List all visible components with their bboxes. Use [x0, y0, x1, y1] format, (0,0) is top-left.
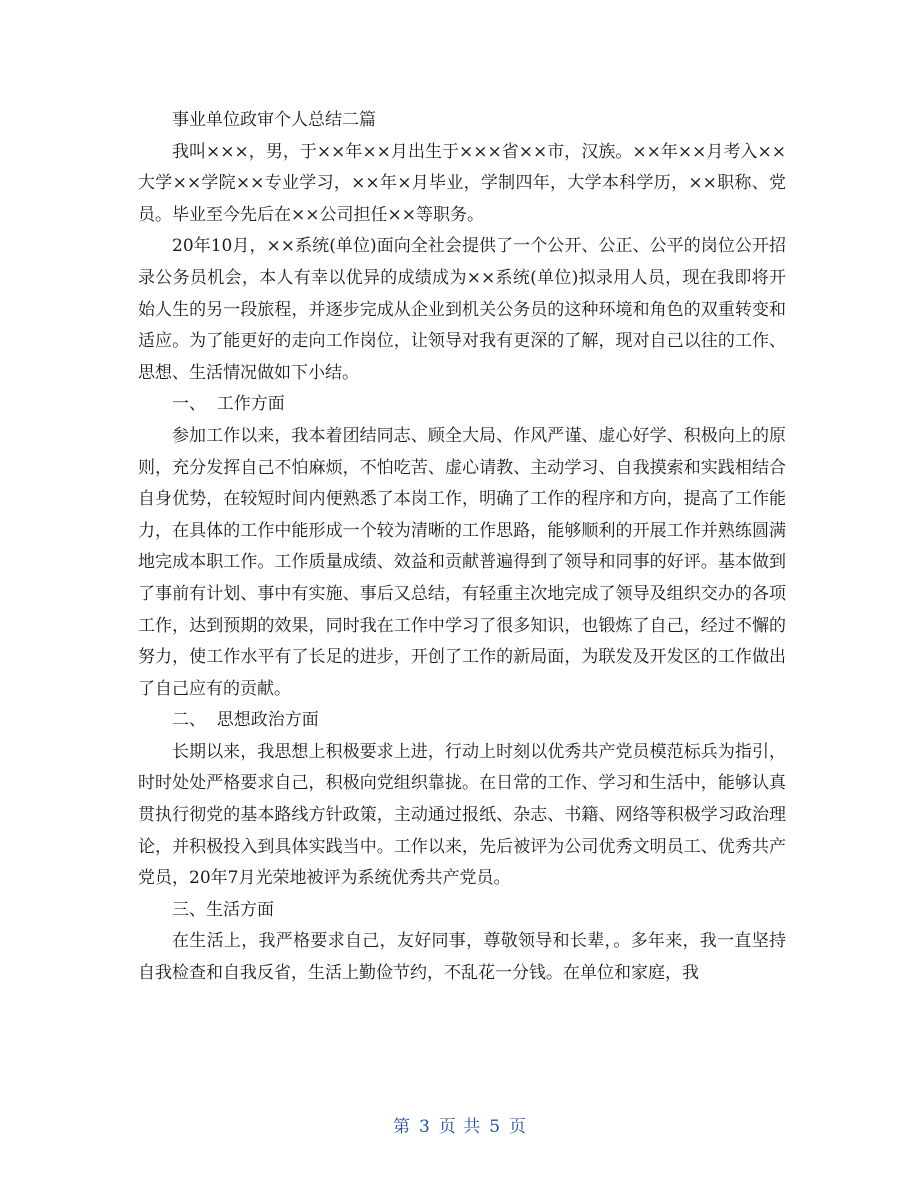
footer-total-pages: 5: [489, 1117, 502, 1137]
footer-middle: 页 共: [438, 1117, 482, 1137]
section-heading-work: 一、 工作方面: [172, 394, 285, 415]
footer-current-page: 3: [418, 1117, 431, 1137]
footer-suffix: 页: [509, 1117, 528, 1137]
section-body-work: 参加工作以来，我本着团结同志、顾全大局、作风严谨、虚心好学、积极向上的原则，充分发挥自己不怕麻烦，不怕吃苦、虚心请教、主动学习、自我摸索和实践相结合自身优势，在较短时间内便熟悉了本岗工作，明确了工作的程序和方向，提高了工作能力，在具体的工作中能形成一个较为清晰的工作思路，能够顺利的开展工作并熟练圆满地完成本职工作。工作质量成绩、效益和贡献普遍得到了领导和同事的好评。基本做到了事前有计划、事中有实施、事后又总结，有轻重主次地完成了领导及组织交办的各项工作，达到预期的效果，同时我在工作中学习了很多知识，也锻炼了自己，经过不懈的努力，使工作水平有了长足的进步，开创了工作的新局面，为联发及开发区的工作做出了自己应有的贡献。: [138, 425, 786, 699]
section-body-life: 在生活上，我严格要求自己，友好同事，尊敬领导和长辈，。多年来，我一直坚持自我检查和自我反省，生活上勤俭节约，不乱花一分钱。在单位和家庭，我: [138, 931, 786, 984]
paragraph-intro: 我叫×××，男，于××年××月出生于×××省××市，汉族。××年××月考入××大学××学院××专业学习，××年×月毕业，学制四年，大学本科学历，××职称、党员。毕业至今先后在××公司担任××等职务。: [138, 141, 786, 225]
page-number-footer: [0, 1112, 920, 1137]
section-body-political: 长期以来，我思想上积极要求上进，行动上时刻以优秀共产党员模范标兵为指引，时时处处严格要求自己，积极向党组织靠拢。在日常的工作、学习和生活中，能够认真贯执行彻党的基本路线方针政策，主动通过报纸、杂志、书籍、网络等积极学习政治理论，并积极投入到具体实践当中。工作以来，先后被评为公司优秀文明员工、优秀共产党员，20年7月光荣地被评为系统优秀共产党员。: [138, 741, 786, 889]
footer-prefix: 第: [392, 1117, 411, 1137]
document-title: 事业单位政审个人总结二篇: [172, 110, 376, 130]
paragraph-recruitment: 20年10月，××系统(单位)面向全社会提供了一个公开、公正、公平的岗位公开招录公务员机会，本人有幸以优异的成绩成为××系统(单位)拟录用人员，现在我即将开始人生的另一段旅程，并逐步完成从企业到机关公务员的这种环境和角色的双重转变和适应。为了能更好的走向工作岗位，让领导对我有更深的了解，现对自己以往的工作、思想、生活情况做如下小结。: [138, 236, 786, 383]
section-heading-life: 三、生活方面: [172, 899, 274, 920]
section-heading-political: 二、 思想政治方面: [172, 710, 319, 731]
document-body: [138, 105, 786, 990]
